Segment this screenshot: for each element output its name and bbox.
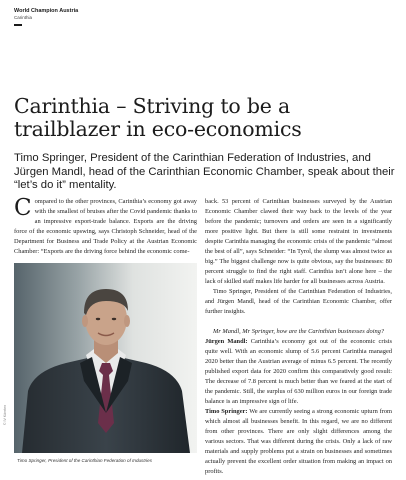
running-header bbox=[14, 8, 78, 26]
photo-credit: © IV Kärnten bbox=[3, 404, 7, 425]
article-title: Carinthia – Striving to be a trailblazer in eco-economics bbox=[14, 94, 302, 141]
answer-mandl-text: Carinthia’s economy got out of the economic crisis quite well. With an economic slump of 5.6 percent Carinthia managed 2020 better than the Austrian average of minus 6.5 percent. The recently published export data for 2020 confirm this comparatively good result: The decrease of 7.8 percent is much better than we feared at the start of the pandemic. Still, the surplus of 630 million euros in our foreign trade balance is an impressive sign of life. bbox=[205, 338, 392, 405]
answer-springer bbox=[205, 407, 392, 477]
section-subtitle: Carinthia bbox=[14, 15, 33, 20]
photo-caption: Timo Springer, President of the Carinthian Federation of Industries bbox=[17, 458, 153, 463]
article-lead: Timo Springer, President of the Carinthian Federation of Industries, and Jürgen Mandl, head of the Carinthian Economic Chamber, speak about their “let’s do it” mentality. bbox=[14, 152, 395, 192]
speaker-springer: Timo Springer: bbox=[205, 408, 248, 415]
answer-mandl bbox=[205, 337, 392, 407]
section-title: World Champion Austria bbox=[14, 8, 79, 14]
intro-paragraph bbox=[14, 197, 197, 257]
right-column bbox=[205, 197, 392, 477]
interview-question: Mr Mandl, Mr Springer, how are the Carinthian businesses doing? bbox=[213, 328, 385, 335]
paragraph-comeback: back. 53 percent of Carinthian businesses surveyed by the Austrian Economic Chamber clawed their way back to the levels of the year before the pandemic; turnovers and orders are seen in a significantly more positive light. But there is still some restraint in investments despite Carinthia managing the economic crisis of the pandemic “almost the best of all”, says Schneider: “In Tyrol, the slump was almost twice as big.” The biggest challenge now is quite obvious, say the businesses: 80 percent struggle to find the right staff. Carinthia isn’t alone here – the lack of skilled staff makes life harder for all businesses across Austria. bbox=[205, 198, 392, 285]
intro-text: ompared to the other provinces, Carinthia’s economy got away with the smallest of bruises after the Covid pandemic thanks to an impressive export-trade balance. Exports are the driving force of the economic upswing, says Christoph Schneider, head of the Department for Business and Trade Policy at the Austrian Economic Chamber: “Exports are the driving force behind the economic come- bbox=[14, 198, 197, 255]
speaker-mandl: Jürgen Mandl: bbox=[205, 338, 248, 345]
paragraph-offer: Timo Springer, President of the Carinthian Federation of Industries, and Jürgen Mandl, head of the Carinthian Economic Chamber, offer further insights. bbox=[205, 288, 392, 315]
portrait-photo bbox=[14, 263, 197, 453]
header-rule bbox=[14, 24, 22, 26]
answer-springer-text: We are currently seeing a strong economic upturn from which almost all businesses benefit. In this regard, we are no different from other provinces. There are only slight differences among the various sectors. That was different during the crisis. Only a lack of raw materials and supply problems put a strain on businesses and sometimes actually prevent the excellent order situation from making an impact on profits. bbox=[205, 408, 393, 475]
drop-cap: C bbox=[14, 195, 32, 221]
left-column bbox=[14, 197, 197, 257]
man-in-suit-photo-icon bbox=[14, 263, 197, 453]
